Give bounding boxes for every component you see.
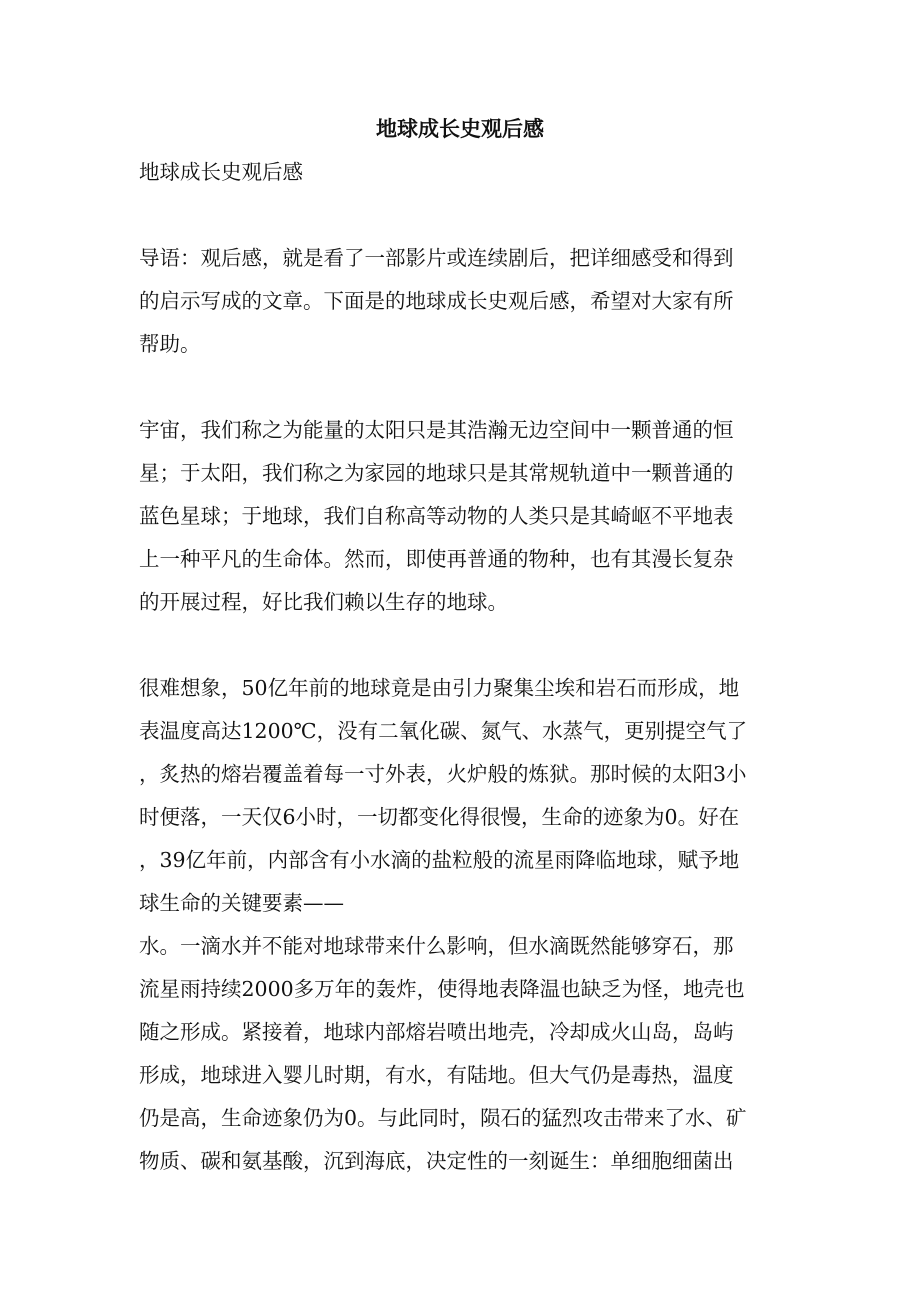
intro-line-1: 导语：观后感，就是看了一部影片或连续剧后，把详细感受和得到: [139, 246, 734, 270]
para1-line-5: 的开展过程，好比我们赖以生存的地球。: [139, 590, 508, 614]
subtitle-line: 地球成长史观后感: [139, 160, 303, 184]
intro-line-2: 的启示写成的文章。下面是的地球成长史观后感，希望对大家有所: [139, 289, 734, 313]
para2-line-9: 随之形成。紧接着，地球内部熔岩喷出地壳，冷却成火山岛，岛屿: [139, 1020, 734, 1044]
para2-line-5: ，39亿年前，内部含有小水滴的盐粒般的流星雨降临地球，赋予地: [139, 848, 740, 872]
para1-line-3: 蓝色星球；于地球，我们自称高等动物的人类只是其崎岖不平地表: [139, 504, 734, 528]
para1-line-4: 上一种平凡的生命体。然而，即使再普通的物种，也有其漫长复杂: [139, 547, 734, 571]
para1-line-1: 宇宙，我们称之为能量的太阳只是其浩瀚无边空间中一颗普通的恒: [139, 418, 734, 442]
para2-line-1: 很难想象，50亿年前的地球竟是由引力聚集尘埃和岩石而形成，地: [139, 676, 740, 700]
para2-line-4: 时便落，一天仅6小时，一切都变化得很慢，生命的迹象为0。好在: [139, 805, 740, 829]
para2-line-11: 仍是高，生命迹象仍为0。与此同时，陨石的猛烈攻击带来了水、矿: [139, 1106, 747, 1130]
intro-line-3: 帮助。: [139, 332, 201, 356]
para2-line-10: 形成，地球进入婴儿时期，有水，有陆地。但大气仍是毒热，温度: [139, 1063, 734, 1087]
para2-line-8: 流星雨持续2000多万年的轰炸，使得地表降温也缺乏为怪，地壳也: [139, 977, 745, 1001]
para2-line-12: 物质、碳和氨基酸，沉到海底，决定性的一刻诞生：单细胞细菌出: [139, 1149, 734, 1173]
para2-line-2: 表温度高达1200℃，没有二氧化碳、氮气、水蒸气，更别提空气了: [139, 719, 748, 743]
para1-line-2: 星；于太阳，我们称之为家园的地球只是其常规轨道中一颗普通的: [139, 461, 734, 485]
para2-line-7: 水。一滴水并不能对地球带来什么影响，但水滴既然能够穿石，那: [139, 934, 734, 958]
para2-line-6: 球生命的关键要素——: [139, 891, 344, 915]
document-title: 地球成长史观后感: [376, 116, 544, 141]
para2-line-3: ，炙热的熔岩覆盖着每一寸外表，火炉般的炼狱。那时候的太阳3小: [139, 762, 747, 786]
